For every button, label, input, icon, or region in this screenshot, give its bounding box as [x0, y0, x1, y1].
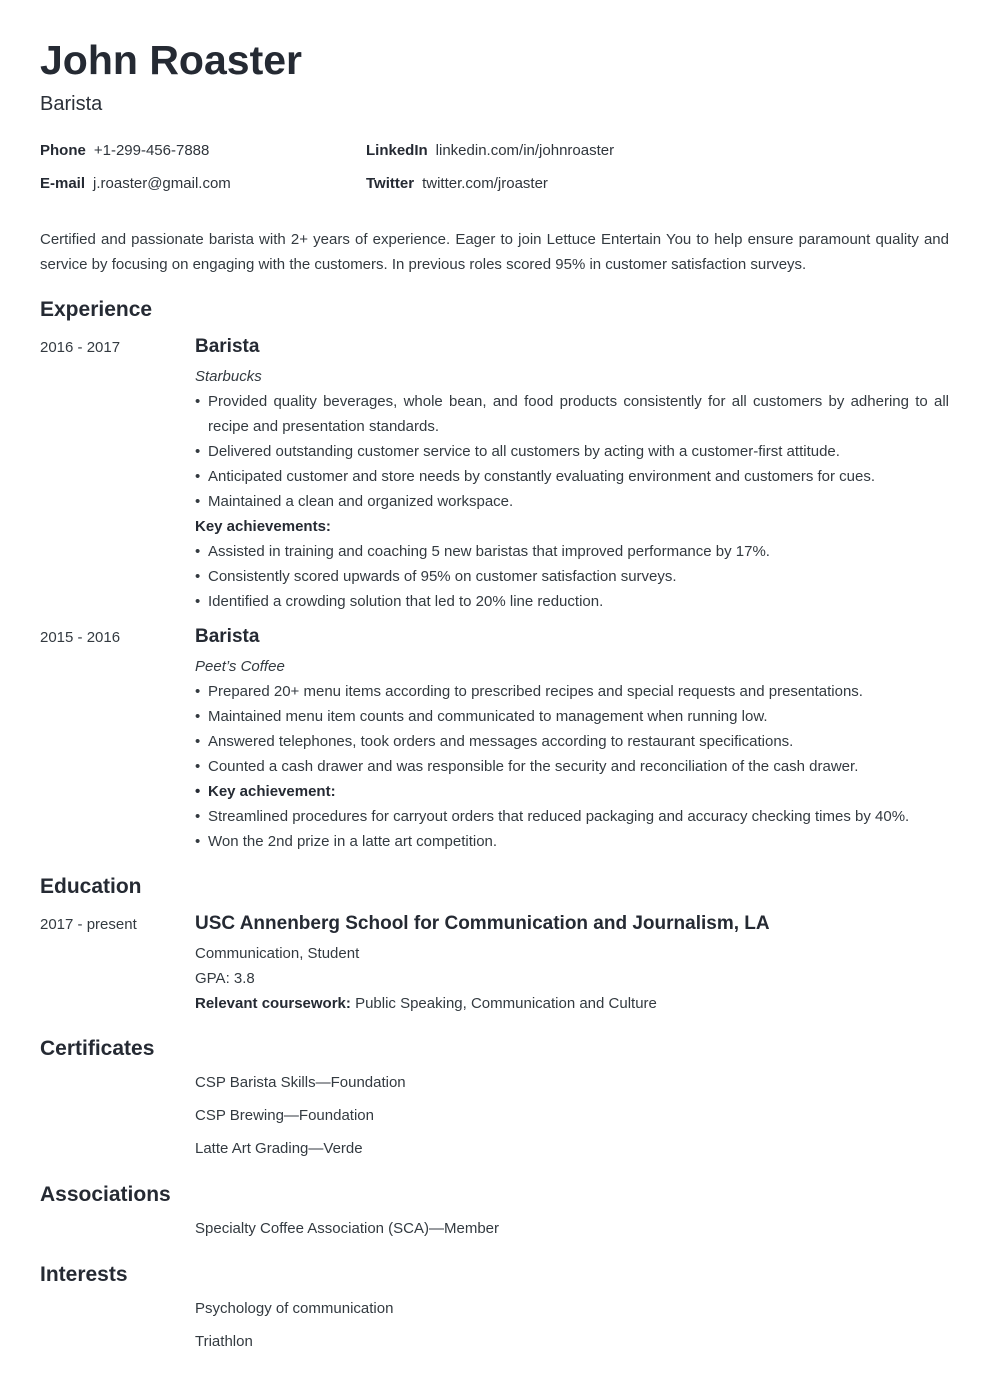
job-1-title: Barista	[195, 336, 260, 357]
education-coursework	[195, 991, 949, 1016]
job-1-dates: 2016 - 2017	[40, 339, 121, 356]
certificates-list	[195, 1073, 406, 1172]
coursework-value: Public Speaking, Communication and Culture	[355, 995, 657, 1012]
job-1-company: Starbucks	[195, 368, 262, 385]
job-2-details	[195, 654, 949, 854]
contact-phone-value: +1-299-456-7888	[93, 142, 210, 159]
list-item: • Answered telephones, took orders and messages according to restaurant specifications.	[195, 729, 949, 754]
list-item: • Provided quality beverages, whole bean, and food products consistently for all customers by adhering to all recipe and presentation standards.	[195, 389, 949, 439]
contact-email-value[interactable]: j.roaster@gmail.com	[93, 175, 231, 192]
contact-linkedin-value[interactable]: linkedin.com/in/johnroaster	[435, 142, 615, 159]
interests-list	[195, 1299, 393, 1365]
job-2-company: Peet’s Coffee	[195, 658, 285, 675]
interests-heading: Interests	[40, 1263, 128, 1286]
list-item: Psychology of communication	[195, 1300, 394, 1317]
education-dates: 2017 - present	[40, 916, 137, 933]
list-item: • Streamlined procedures for carryout orders that reduced packaging and accuracy checking times by 40%.	[195, 804, 949, 829]
contact-linkedin	[366, 141, 614, 161]
contact-twitter-value[interactable]: twitter.com/jroaster	[422, 175, 548, 192]
job-2-bullets	[195, 679, 949, 854]
education-details	[195, 941, 949, 1016]
job-1-details	[195, 364, 949, 614]
list-item: Specialty Coffee Association (SCA)—Member	[195, 1220, 500, 1237]
associations-list	[195, 1219, 499, 1252]
education-heading: Education	[40, 875, 142, 898]
list-item: • Consistently scored upwards of 95% on customer satisfaction surveys.	[195, 564, 949, 589]
list-item: • Counted a cash drawer and was responsible for the security and reconciliation of the cash drawer.	[195, 754, 949, 779]
contact-email-label: E-mail	[40, 175, 86, 192]
list-item: • Maintained a clean and organized workspace.	[195, 489, 949, 514]
contact-phone-label: Phone	[40, 142, 86, 159]
job-2-dates: 2015 - 2016	[40, 629, 121, 646]
contact-phone	[40, 141, 209, 161]
list-item: • Delivered outstanding customer service to all customers by acting with a customer-first attitude.	[195, 439, 949, 464]
associations-heading: Associations	[40, 1183, 171, 1206]
list-item: • Anticipated customer and store needs by constantly evaluating environment and customers for cues.	[195, 464, 949, 489]
summary-paragraph: Certified and passionate barista with 2+ years of experience. Eager to join Lettuce Entertain You to help ensure paramount quality and service by focusing on engaging with the customers. In previous roles scored 95% in customer satisfaction surveys.	[40, 231, 949, 273]
job-1-achievements	[195, 539, 949, 614]
list-item: • Prepared 20+ menu items according to prescribed recipes and special requests and presentations.	[195, 679, 949, 704]
experience-heading: Experience	[40, 298, 153, 321]
education-gpa: GPA: 3.8	[195, 970, 255, 987]
job-2-title: Barista	[195, 626, 260, 647]
candidate-name: John Roaster	[40, 37, 302, 83]
list-item: Latte Art Grading—Verde	[195, 1140, 363, 1157]
list-item: Triathlon	[195, 1333, 253, 1350]
education-school: USC Annenberg School for Communication and Journalism, LA	[195, 913, 770, 934]
job-1-bullets	[195, 389, 949, 514]
job-1-achievements-heading: Key achievements:	[195, 518, 331, 535]
candidate-role: Barista	[40, 93, 103, 115]
contact-twitter-label: Twitter	[366, 175, 415, 192]
contact-twitter	[366, 174, 548, 194]
education-degree: Communication, Student	[195, 945, 360, 962]
coursework-label: Relevant coursework:	[195, 995, 351, 1012]
list-item: CSP Brewing—Foundation	[195, 1107, 374, 1124]
list-item: • Won the 2nd prize in a latte art competition.	[195, 829, 949, 854]
certificates-heading: Certificates	[40, 1037, 155, 1060]
contact-linkedin-label: LinkedIn	[366, 142, 428, 159]
list-item: CSP Barista Skills—Foundation	[195, 1074, 406, 1091]
list-item: • Maintained menu item counts and communicated to management when running low.	[195, 704, 949, 729]
contact-email	[40, 174, 231, 194]
list-item: • Identified a crowding solution that led to 20% line reduction.	[195, 589, 949, 614]
job-2-achievements-heading: • Key achievement:	[195, 779, 949, 804]
list-item: • Assisted in training and coaching 5 new baristas that improved performance by 17%.	[195, 539, 949, 564]
